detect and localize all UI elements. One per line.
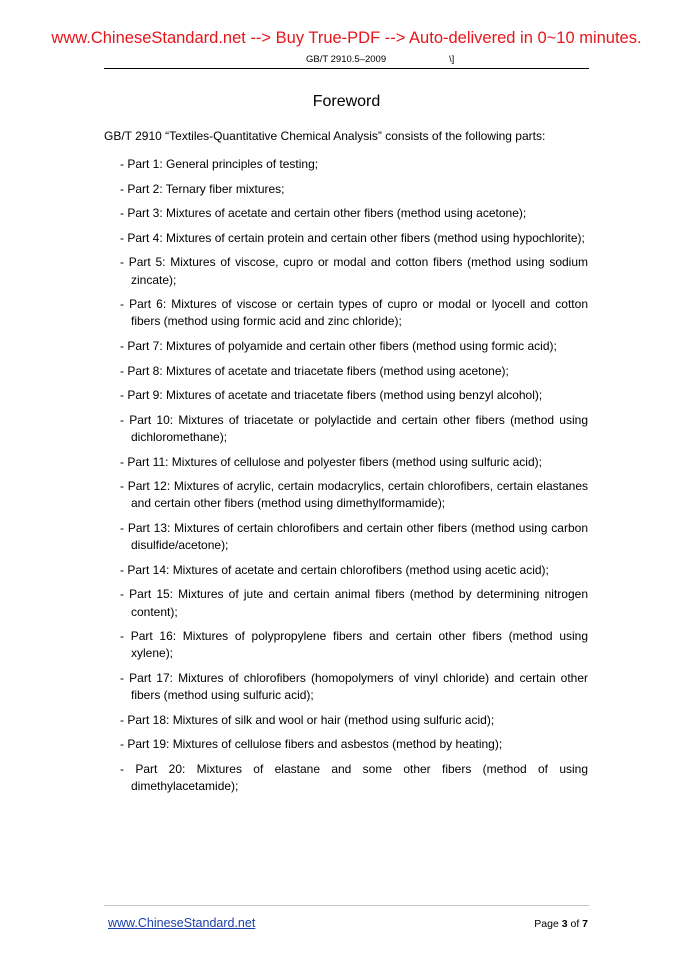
list-item: - Part 10: Mixtures of triacetate or polylactide and certain other fibers (method using dichloromethane); — [120, 412, 588, 444]
intro-paragraph: GB/T 2910 “Textiles-Quantitative Chemical Analysis” consists of the following parts: — [104, 129, 546, 143]
list-item: - Part 15: Mixtures of jute and certain animal fibers (method by determining nitrogen content); — [120, 587, 588, 619]
page-number — [520, 916, 588, 932]
list-item: - Part 3: Mixtures of acetate and certain other fibers (method using acetone); — [120, 206, 527, 221]
header-mark: \] — [449, 54, 455, 65]
header-divider — [104, 68, 589, 69]
list-item: - Part 1: General principles of testing; — [120, 157, 319, 171]
list-item: - Part 18: Mixtures of silk and wool or hair (method using sulfuric acid); — [120, 712, 495, 727]
promo-banner[interactable]: www.ChineseStandard.net --> Buy True-PDF --> Auto-delivered in 0~10 minutes. — [51, 29, 642, 47]
page-current: 3 — [561, 918, 568, 930]
footer-site-link[interactable]: www.ChineseStandard.net — [108, 916, 256, 930]
list-item: - Part 4: Mixtures of certain protein and certain other fibers (method using hypochlorite); — [120, 230, 585, 245]
list-item: - Part 2: Ternary fiber mixtures; — [120, 181, 285, 196]
list-item: - Part 7: Mixtures of polyamide and certain other fibers (method using formic acid); — [120, 338, 557, 353]
page-prefix: Page — [534, 918, 562, 930]
list-item: - Part 16: Mixtures of polypropylene fibers and certain other fibers (method using xylene); — [120, 629, 588, 661]
list-item: - Part 9: Mixtures of acetate and triacetate fibers (method using benzyl alcohol); — [120, 388, 543, 403]
list-item: - Part 19: Mixtures of cellulose fibers and asbestos (method by heating); — [120, 737, 503, 752]
running-header — [0, 51, 693, 69]
list-item: - Part 14: Mixtures of acetate and certain chlorofibers (method using acetic acid); — [120, 562, 549, 577]
list-item: - Part 17: Mixtures of chlorofibers (homopolymers of vinyl chloride) and certain other fibers (method using sulfuric acid); — [120, 670, 588, 703]
list-item: - Part 20: Mixtures of elastane and some other fibers (method of using dimethylacetamide); — [120, 761, 588, 794]
list-item: - Part 6: Mixtures of viscose or certain types of cupro or modal or lyocell and cotton fibers (method using formic acid and zinc chloride); — [120, 297, 588, 329]
page-of: of — [567, 918, 583, 930]
header-standard-number: GB/T 2910.5–2009 — [306, 54, 387, 65]
list-item: - Part 8: Mixtures of acetate and triacetate fibers (method using acetone); — [120, 363, 509, 378]
footer-divider — [104, 905, 589, 906]
list-item: - Part 13: Mixtures of certain chlorofibers and certain other fibers (method using carbon disulfide/acetone); — [120, 520, 588, 553]
list-item: - Part 5: Mixtures of viscose, cupro or modal and cotton fibers (method using sodium zincate); — [120, 255, 588, 287]
list-item: - Part 11: Mixtures of cellulose and polyester fibers (method using sulfuric acid); — [120, 454, 542, 469]
parts-list — [120, 156, 588, 803]
page-title: Foreword — [312, 93, 381, 110]
list-item: - Part 12: Mixtures of acrylic, certain modacrylics, certain chlorofibers, certain elastanes and certain other fibers (method using dimethylformamide); — [120, 479, 588, 511]
page-total: 7 — [582, 918, 588, 930]
